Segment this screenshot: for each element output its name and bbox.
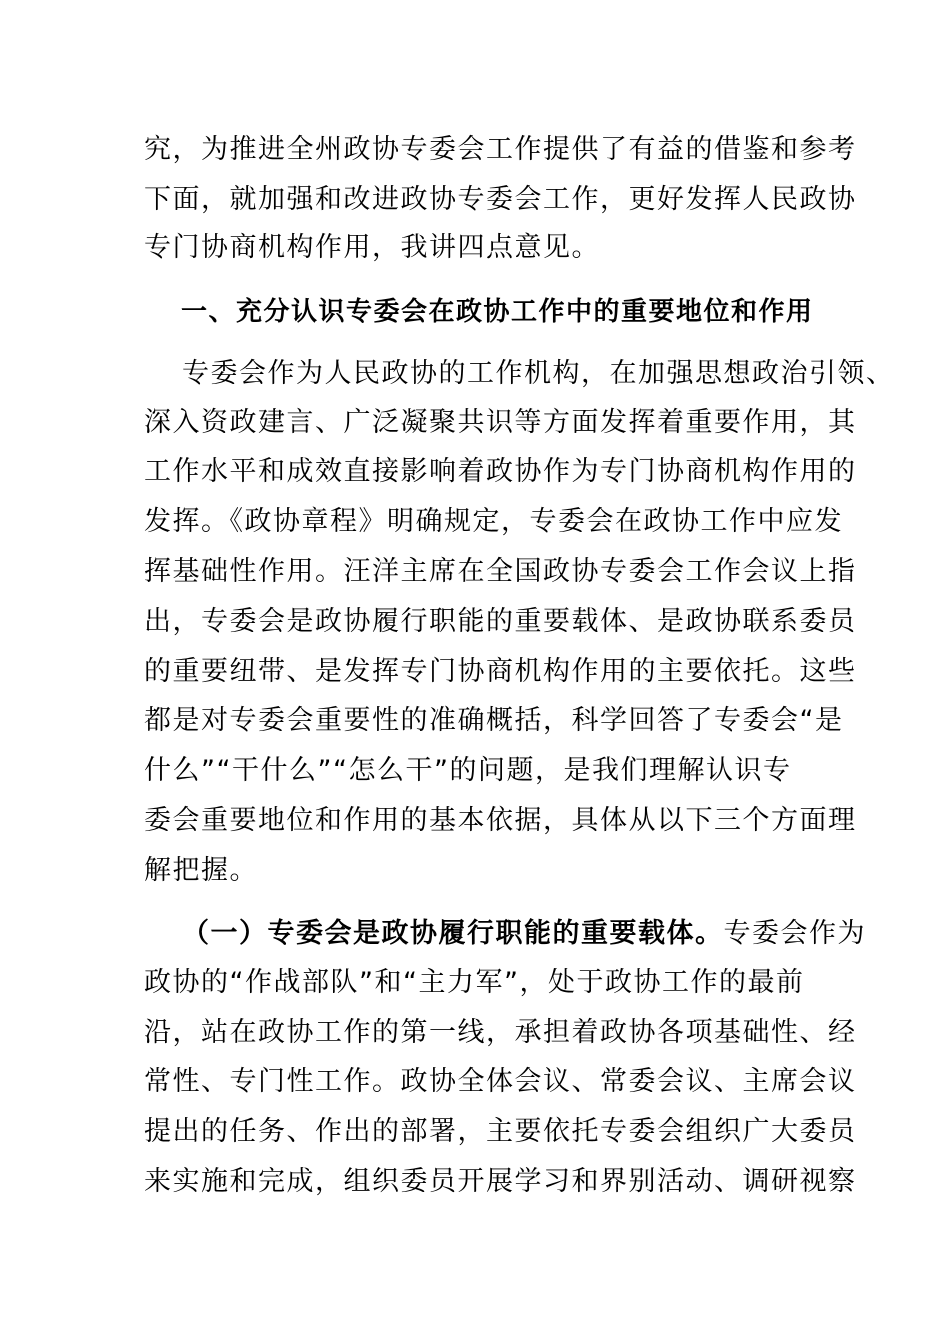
paragraph-line: 委会重要地位和作用的基本依据，具体从以下三个方面理 [144,805,857,836]
paragraph-line [182,918,866,950]
section-heading: 一、充分认识专委会在政协工作中的重要地位和作用 [181,297,814,327]
subsection-title: （一）专委会是政协履行职能的重要载体。 [182,918,724,949]
paragraph-line: 都是对专委会重要性的准确概括，科学回答了专委会“是 [144,705,844,736]
paragraph-line: 下面，就加强和改进政协专委会工作，更好发挥人民政协 [144,184,857,215]
paragraph-line: 发挥。《政协章程》明确规定，专委会在政协工作中应发 [144,506,843,537]
paragraph-line: 政协的“作战部队”和“主力军”，处于政协工作的最前 [144,967,805,998]
paragraph-line: 深入资政建言、广泛凝聚共识等方面发挥着重要作用，其 [144,407,857,438]
paragraph-line: 来实施和完成，组织委员开展学习和界别活动、调研视察 [144,1166,857,1197]
paragraph-line: 提出的任务、作出的部署，主要依托专委会组织广大委员 [144,1116,857,1147]
paragraph-line: 专委会作为人民政协的工作机构，在加强思想政治引领、 [182,358,895,389]
paragraph-text: 专委会作为 [723,918,866,949]
paragraph-line: 工作水平和成效直接影响着政协作为专门协商机构作用的 [144,456,857,487]
paragraph-line: 挥基础性作用。汪洋主席在全国政协专委会工作会议上指 [144,556,857,587]
paragraph-line: 究，为推进全州政协专委会工作提供了有益的借鉴和参考 [144,134,857,165]
paragraph-line: 解把握。 [144,855,258,886]
paragraph-line: 的重要纽带、是发挥专门协商机构作用的主要依托。这些 [144,656,857,687]
paragraph-line: 出，专委会是政协履行职能的重要载体、是政协联系委员 [144,606,857,637]
paragraph-line: 沿，站在政协工作的第一线，承担着政协各项基础性、经 [144,1017,857,1048]
paragraph-line: 常性、专门性工作。政协全体会议、常委会议、主席会议 [144,1066,857,1097]
paragraph-line: 什么”“干什么”“怎么干”的问题，是我们理解认识专 [144,755,792,786]
paragraph-line: 专门协商机构作用，我讲四点意见。 [144,232,600,263]
